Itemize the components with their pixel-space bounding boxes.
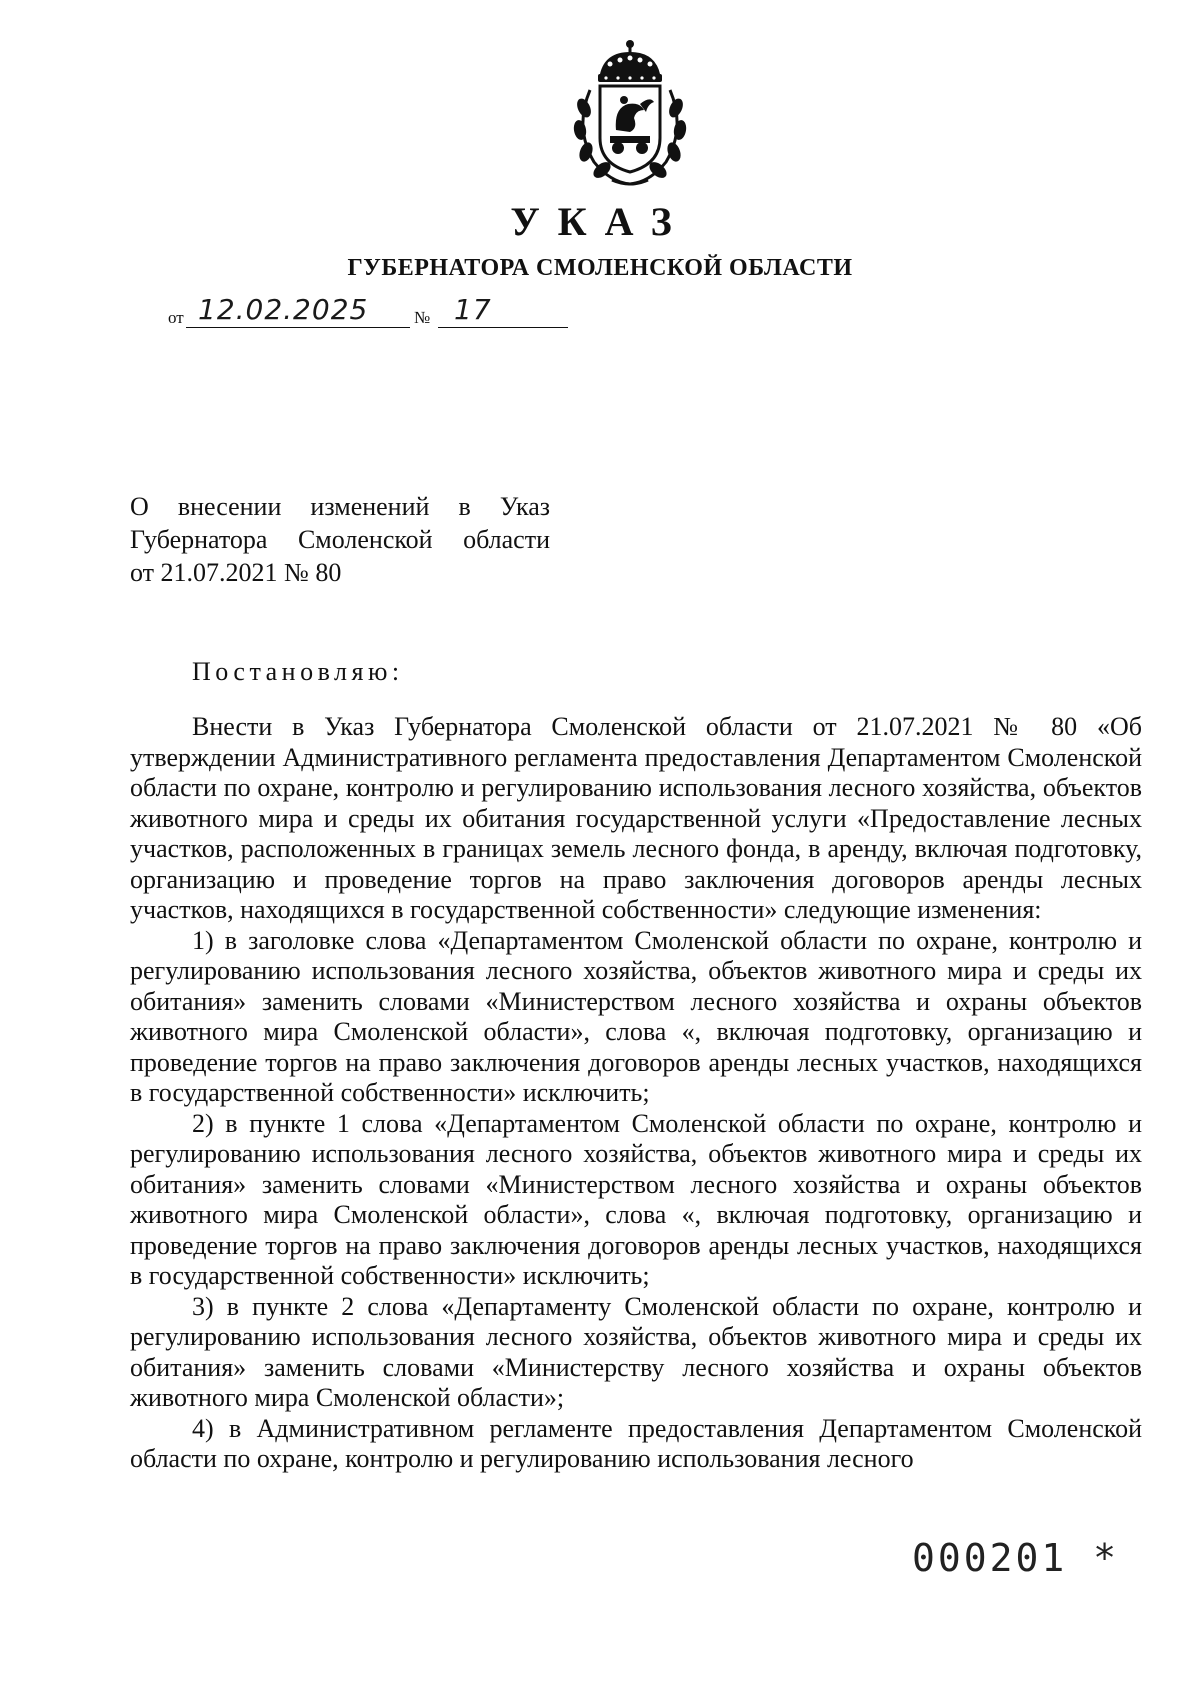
number-value: 17 xyxy=(454,293,492,326)
document-subject xyxy=(130,490,550,589)
coat-of-arms-icon xyxy=(560,38,700,188)
body-intro: Внести в Указ Губернатора Смоленской области от 21.07.2021 № 80 «Об утверждении Административного регламента предоставления Департаментом Смоленской области по охране, контролю и регулированию использования лесного хозяйства, объектов животного мира и среды их обитания государственной услуги «Предоставление лесных участков, расположенных в границах земель лесного фонда, в аренду, включая подготовку, организацию и проведение торгов на право заключения договоров аренды лесных участков, находящихся в государственной собственности» следующие изменения: xyxy=(130,712,1142,924)
number-label: № xyxy=(414,308,431,327)
subject-line: от 21.07.2021 № 80 xyxy=(130,558,342,587)
body-item-4: 4) в Административном регламенте предоставления Департаментом Смоленской области по охране, контролю и регулированию использования лесного xyxy=(130,1413,1142,1473)
form-serial-number: 000201 * xyxy=(912,1536,1120,1580)
body-item-3: 3) в пункте 2 слова «Департаменту Смоленской области по охране, контролю и регулированию использования лесного хозяйства, объектов животного мира и среды их обитания» заменить словами «Министерству лесного хозяйства и охраны объектов животного мира Смоленской области»; xyxy=(130,1291,1142,1412)
date-label: от xyxy=(168,308,184,327)
body-item-1: 1) в заголовке слова «Департаментом Смоленской области по охране, контролю и регулированию использования лесного хозяйства, объектов животного мира и среды их обитания» заменить словами «Министерством лесного хозяйства и охраны объектов животного мира Смоленской области», слова «, включая подготовку, организацию и проведение торгов на право заключения договоров аренды лесных участков, находящихся в государственной собственности» исключить; xyxy=(130,925,1142,1107)
date-number-line xyxy=(168,293,608,332)
body-item-2: 2) в пункте 1 слова «Департаментом Смоленской области по охране, контролю и регулированию использования лесного хозяйства, объектов животного мира и среды их обитания» заменить словами «Министерством лесного хозяйства и охраны объектов животного мира Смоленской области», слова «, включая подготовку, организацию и проведение торгов на право заключения договоров аренды лесных участков, находящихся в государственной собственности» исключить; xyxy=(130,1108,1142,1290)
document-title: УКАЗ xyxy=(510,199,690,244)
document-body xyxy=(130,712,1142,1475)
issuer-title: ГУБЕРНАТОРА СМОЛЕНСКОЙ ОБЛАСТИ xyxy=(347,255,853,281)
date-underline xyxy=(186,327,410,328)
subject-line: Губернатора Смоленской области xyxy=(130,525,550,554)
subject-line: О внесении изменений в Указ xyxy=(130,492,550,521)
date-value: 12.02.2025 xyxy=(198,293,369,326)
number-underline xyxy=(438,327,568,328)
resolve-heading: Постановляю: xyxy=(192,657,404,686)
